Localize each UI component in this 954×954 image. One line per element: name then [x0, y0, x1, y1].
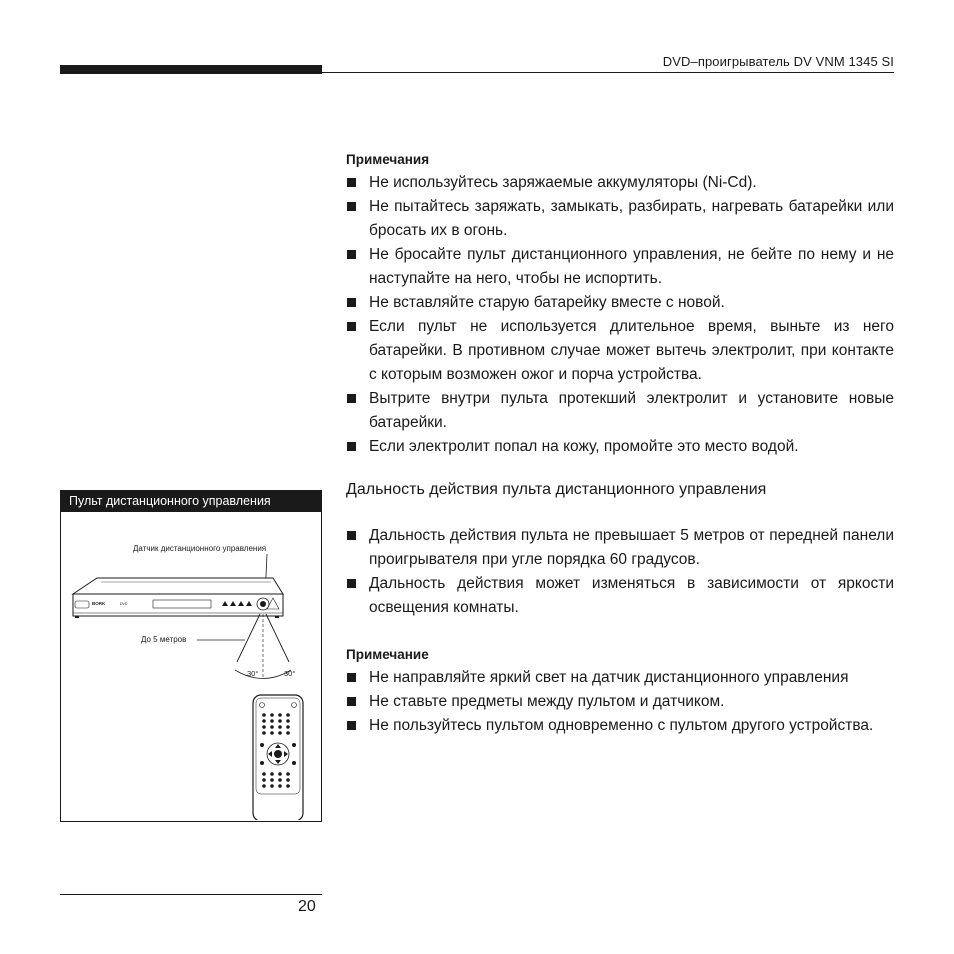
list-item: Не бросайте пульт дистанционного управления, не бейте по нему и не наступайте на него, чтобы не испортить. [346, 243, 894, 291]
list-item: Если электролит попал на кожу, промойте это место водой. [346, 435, 894, 459]
range-section [346, 481, 894, 620]
range-list [346, 524, 894, 620]
note-section [346, 647, 894, 738]
list-item: Не пытайтесь заряжать, замыкать, разбирать, нагревать батарейки или бросать их в огонь. [346, 195, 894, 243]
brand-logo: BORK [92, 601, 106, 606]
document-title: DVD–проигрыватель DV VNM 1345 SI [662, 54, 894, 69]
dvd-logo: DVD [120, 602, 128, 606]
figure-title: Пульт дистанционного управления [61, 491, 321, 512]
header-rule [322, 72, 894, 73]
list-item: Не ставьте предметы между пультом и датчиком. [346, 690, 894, 714]
page-number: 20 [298, 898, 316, 915]
dvd-player [73, 578, 283, 618]
note-list [346, 666, 894, 738]
notes-heading: Примечания [346, 152, 430, 167]
range-heading: Дальность действия пульта дистанционного управления [346, 481, 767, 498]
note-heading: Примечание [346, 647, 429, 662]
angle-right-label: 30° [284, 669, 296, 678]
remote-control-figure [60, 490, 322, 822]
range-cone-right [266, 614, 289, 662]
main-content [346, 152, 894, 738]
list-item: Не пользуйтесь пультом одновременно с пультом другого устройства. [346, 714, 894, 738]
range-cone-left [237, 614, 260, 662]
list-item: Дальность действия пульта не превышает 5 метров от передней панели проигрывателя при угле порядка 60 градусов. [346, 524, 894, 572]
header-bar [60, 65, 322, 74]
remote-control [253, 695, 303, 820]
sensor-label: Датчик дистанционного управления [133, 544, 267, 553]
list-item: Не направляйте яркий свет на датчик дистанционного управления [346, 666, 894, 690]
list-item: Не вставляйте старую батарейку вместе с новой. [346, 291, 894, 315]
list-item: Дальность действия может изменяться в зависимости от яркости освещения комнаты. [346, 572, 894, 620]
angle-left-label: 30° [247, 669, 259, 678]
list-item: Если пульт не используется длительное время, выньте из него батарейки. В противном случае может вытечь электролит, при контакте с которым возможен ожог и порча устройства. [346, 315, 894, 387]
footer-rule [60, 894, 322, 895]
list-item: Не используйтесь заряжаемые аккумуляторы (Ni-Cd). [346, 171, 894, 195]
range-illustration [61, 512, 321, 820]
notes-list [346, 171, 894, 459]
list-item: Вытрите внутри пульта протекший электролит и установите новые батарейки. [346, 387, 894, 435]
notes-section [346, 152, 894, 459]
distance-label: До 5 метров [141, 635, 187, 644]
